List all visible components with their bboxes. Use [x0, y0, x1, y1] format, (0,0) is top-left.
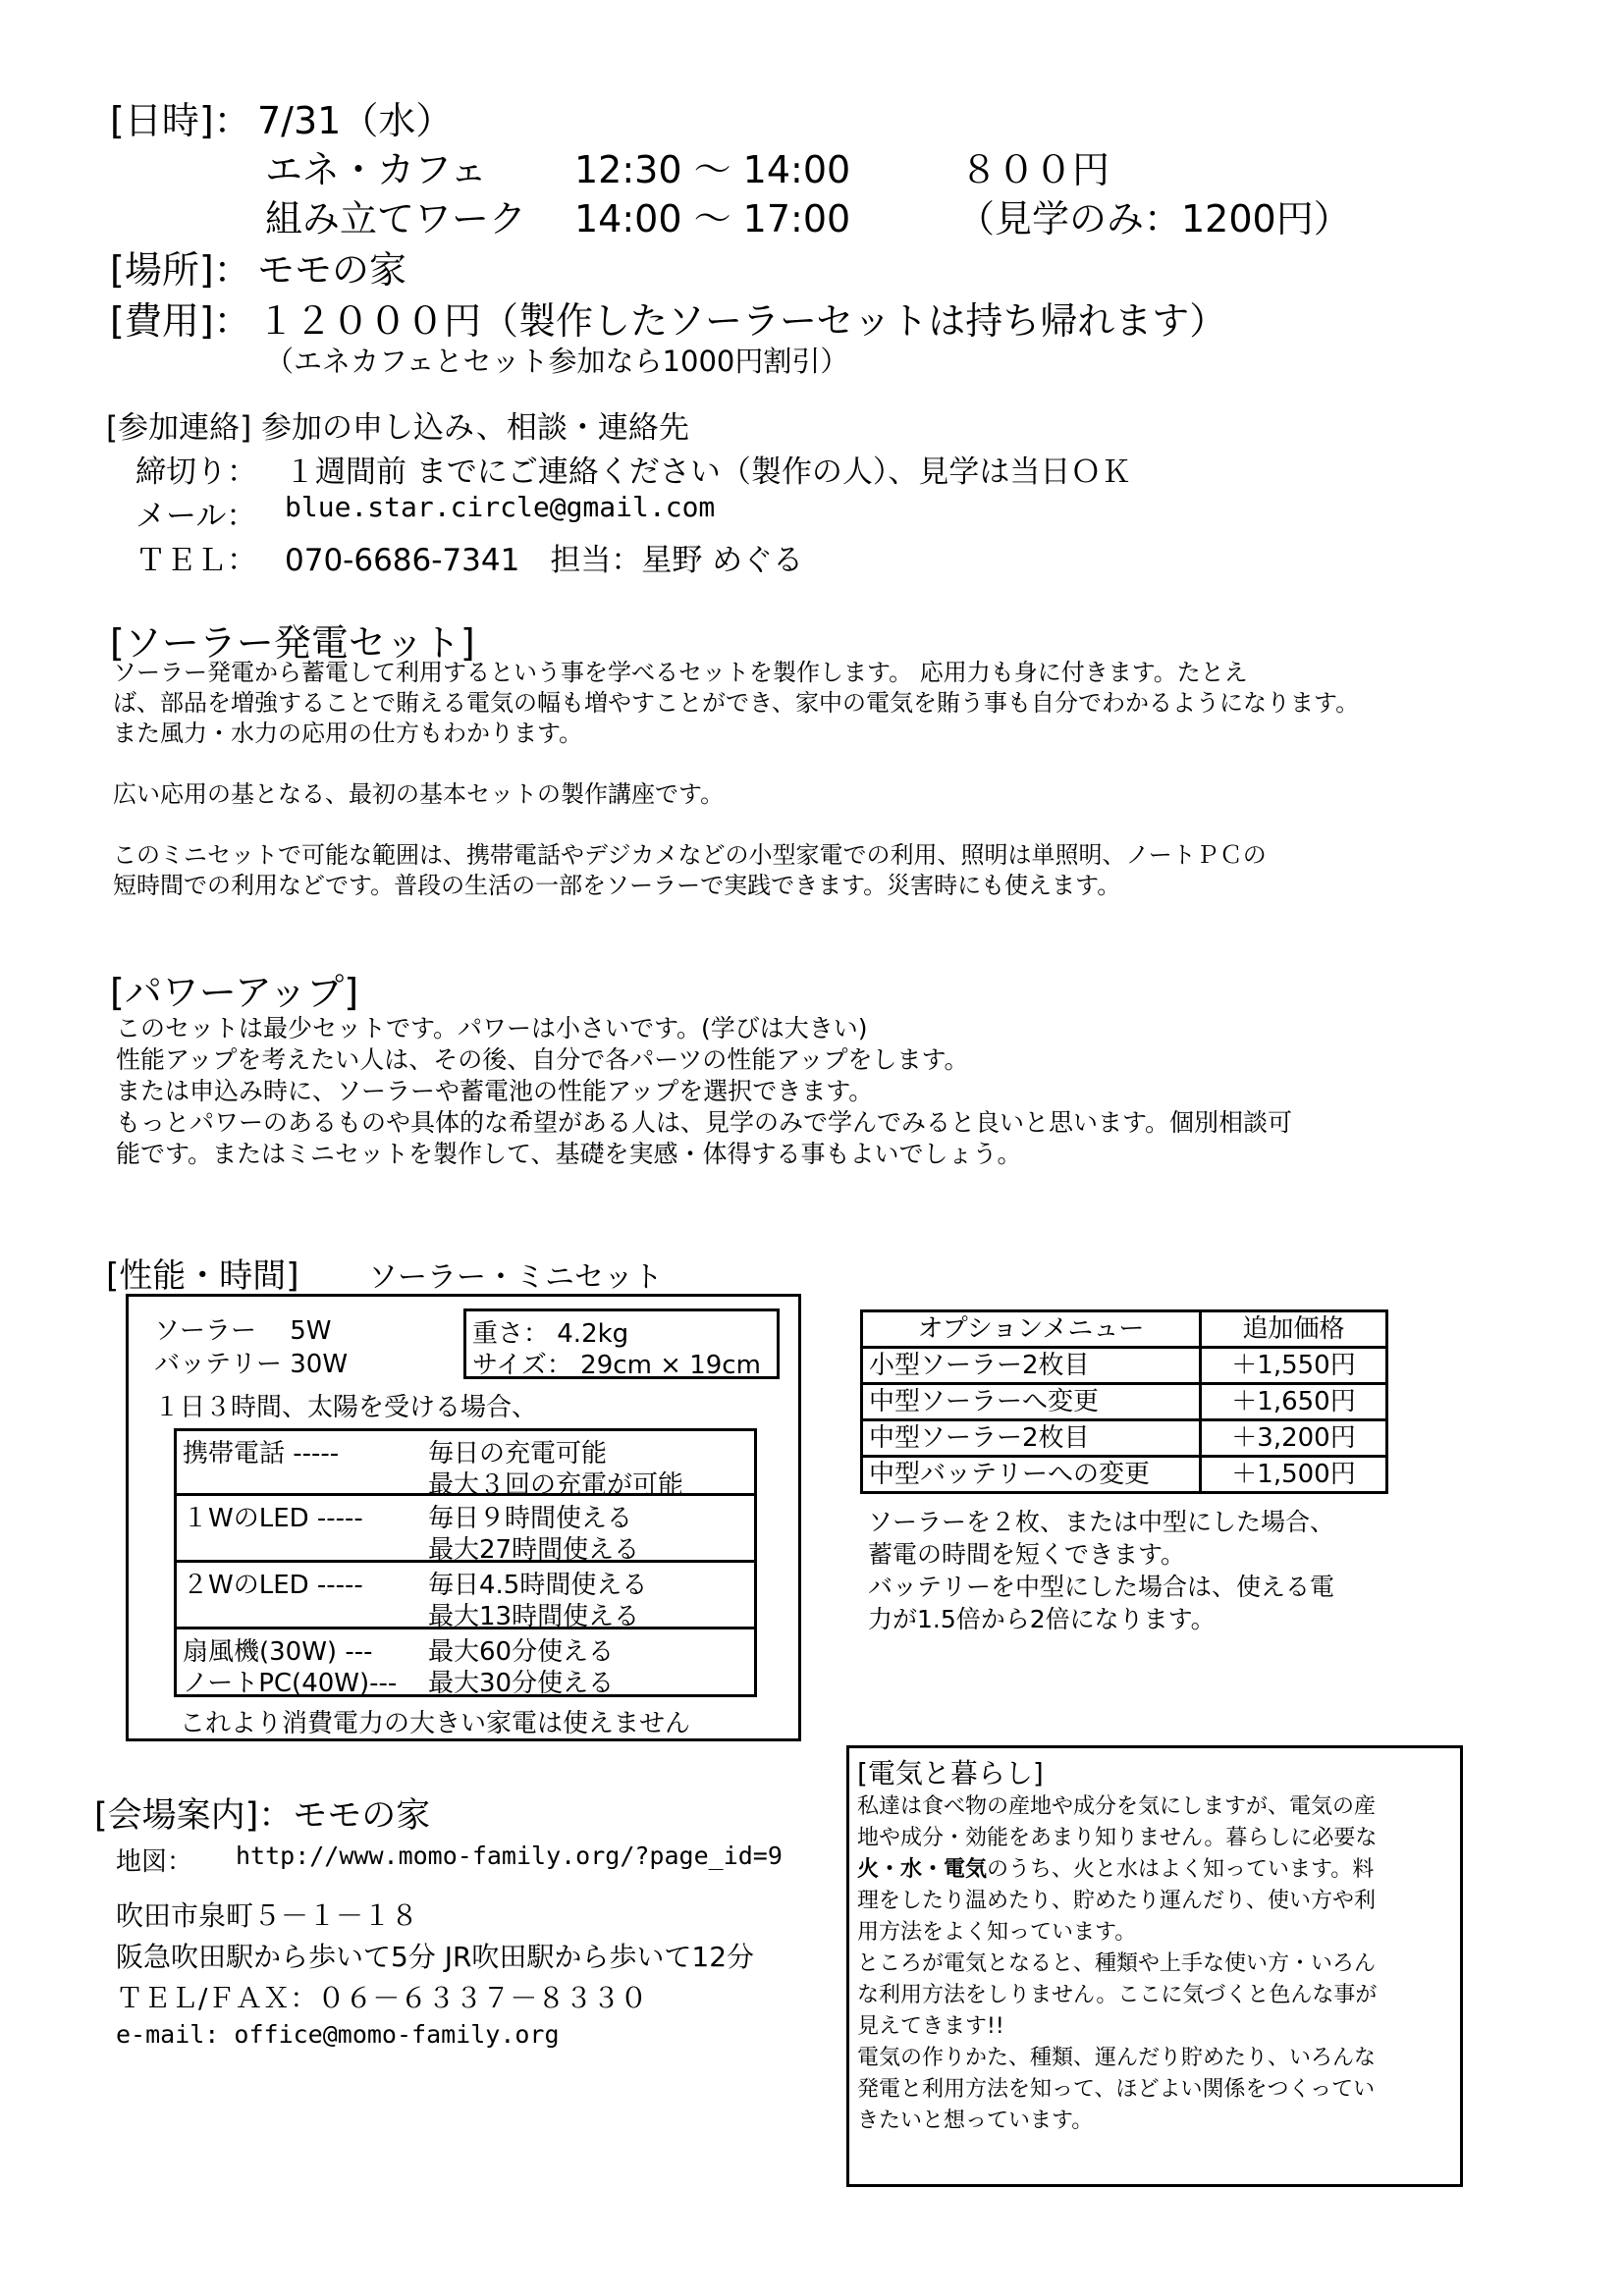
- fee-value: １２０００円（製作したソーラーセットは持ち帰れます）: [257, 299, 1227, 343]
- venue-email[interactable]: e-mail: office@momo-family.org: [116, 2020, 560, 2049]
- usage-line2: 最大13時間使える: [428, 1602, 640, 1631]
- option-price: ＋1,500円: [1201, 1457, 1387, 1493]
- options-notes: [868, 1506, 1334, 1635]
- weight-spec: 重さ： 4.2kg: [472, 1319, 629, 1349]
- life-emphasis: 火・水・電気: [857, 1857, 988, 1882]
- powerup-line: もっとパワーのあるものや具体的な希望がある人は、見学のみで学んでみると良いと思います。個別相談可: [116, 1108, 1293, 1137]
- solar-line: また風力・水力の応用の仕方もわかります。: [113, 720, 583, 747]
- usage-line2: 最大30分使える: [428, 1669, 615, 1698]
- options-note: 蓄電の時間を短くできます。: [868, 1540, 1186, 1569]
- options-row: [862, 1348, 1387, 1384]
- usage-line1: 最大60分使える: [428, 1637, 615, 1667]
- venue-heading: [会場案内]：モモの家: [94, 1796, 431, 1836]
- solar-body: [113, 658, 1359, 901]
- fee-label: [費用]：: [110, 299, 251, 343]
- options-note: バッテリーを中型にした場合は、使える電: [868, 1573, 1335, 1601]
- work-name: 組み立てワーク: [265, 197, 527, 240]
- powerup-line: このセットは最少セットです。パワーは小さいです。(学びは大きい): [116, 1014, 868, 1042]
- powerup-line: 能です。またはミニセットを製作して、基礎を実感・体得する事もよいでしょう。: [116, 1140, 1022, 1168]
- life-line: 理をしたり温めたり、貯めたり運んだり、使い方や利: [857, 1889, 1377, 1913]
- options-header-row: [862, 1311, 1387, 1348]
- options-row: [862, 1457, 1387, 1493]
- solar-line: 短時間での利用などです。普段の生活の一部をソーラーで実践できます。災害時にも使えます。: [113, 872, 1121, 899]
- powerup-body: [116, 1013, 1292, 1170]
- cafe-time: 12:30 ～ 14:00: [574, 148, 851, 191]
- life-box: [846, 1745, 1463, 2187]
- usage-table: [174, 1428, 757, 1697]
- option-name: 中型ソーラー2枚目: [862, 1420, 1201, 1457]
- mail-value[interactable]: blue.star.circle@gmail.com: [285, 491, 716, 523]
- usage-row: [177, 1629, 754, 1698]
- usage-item: １WのLED -----: [183, 1504, 363, 1533]
- life-line: 見えてきます!!: [857, 2014, 1004, 2039]
- option-price: ＋1,650円: [1201, 1384, 1387, 1420]
- date-label: [日時]：: [110, 99, 251, 142]
- solar-spec: ソーラー 5W: [154, 1316, 332, 1346]
- performance-heading: [性能・時間]: [106, 1256, 299, 1296]
- mail-label: メール：: [135, 499, 257, 534]
- life-line: な利用方法をしりません。ここに気づくと色んな事が: [857, 1983, 1378, 2007]
- venue-address: 吹田市泉町５－１－１８: [116, 1899, 419, 1932]
- solar-line: [113, 810, 1359, 840]
- life-body: [857, 1791, 1377, 2137]
- usage-line2: 最大３回の充電が可能: [428, 1470, 684, 1500]
- performance-box: [126, 1294, 801, 1741]
- options-note: 力が1.5倍から2倍になります。: [868, 1605, 1216, 1633]
- fee-note: （エネカフェとセット参加なら1000円割引）: [265, 345, 849, 378]
- usage-line1: 毎日4.5時間使える: [428, 1571, 648, 1600]
- life-line: ところが電気となると、種類や上手な使い方・いろん: [857, 1951, 1377, 1976]
- options-col1: オプションメニュー: [862, 1311, 1201, 1348]
- map-label: 地図：: [116, 1847, 193, 1877]
- solar-line: 広い応用の基となる、最初の基本セットの製作講座です。: [113, 780, 725, 808]
- options-note: ソーラーを２枚、または中型にした場合、: [868, 1508, 1335, 1536]
- usage-line1: 毎日の充電可能: [428, 1439, 608, 1468]
- usage-item: ２WのLED -----: [183, 1571, 363, 1600]
- solar-line: ば、部品を増強することで賄える電気の幅も増やすことができ、家中の電気を賄う事も自分でわかるようになります。: [113, 689, 1360, 717]
- solar-line: このミニセットで可能な範囲は、携帯電話やデジカメなどの小型家電での利用、照明は単照明、ノートＰＣの: [113, 841, 1267, 869]
- life-line: きたいと想っています。: [857, 2109, 1094, 2133]
- usage-row: [177, 1563, 754, 1629]
- usage-row: [177, 1431, 754, 1500]
- performance-footer: これより消費電力の大きい家電は使えません: [180, 1709, 691, 1738]
- usage-item: 携帯電話 -----: [183, 1439, 340, 1468]
- venue-tel: ＴＥＬ/ＦＡＸ：０６－６３３７－８３３０: [116, 1982, 648, 2014]
- battery-spec: バッテリー 30W: [154, 1350, 349, 1379]
- option-name: 中型バッテリーへの変更: [862, 1457, 1201, 1493]
- venue-access: 阪急吹田駅から歩いて5分 JR吹田駅から歩いて12分: [116, 1941, 755, 1973]
- life-line: 地や成分・効能をあまり知りません。暮らしに必要な: [857, 1826, 1378, 1850]
- performance-subheading: ソーラー・ミニセット: [368, 1260, 663, 1295]
- tel-label: ＴＥＬ：: [135, 543, 257, 578]
- cafe-name: エネ・カフェ: [265, 148, 488, 191]
- work-time: 14:00 ～ 17:00: [574, 197, 851, 240]
- powerup-heading: [パワーアップ]: [110, 971, 359, 1014]
- condition-text: １日３時間、太陽を受ける場合、: [154, 1393, 538, 1422]
- deadline-value: １週間前 までにご連絡ください（製作の人）、見学は当日ＯＫ: [285, 454, 1132, 490]
- usage-item2: ノートPC(40W)---: [183, 1669, 398, 1698]
- usage-line2: 最大27時間使える: [428, 1535, 640, 1565]
- powerup-line: 性能アップを考えたい人は、その後、自分で各パーツの性能アップをします。: [116, 1045, 969, 1074]
- place-value: モモの家: [257, 248, 407, 292]
- contact-heading: [参加連絡] 参加の申し込み、相談・連絡先: [106, 410, 689, 446]
- option-name: 小型ソーラー2枚目: [862, 1348, 1201, 1384]
- life-line: 用方法をよく知っています。: [857, 1920, 1137, 1945]
- options-table: [860, 1309, 1388, 1494]
- work-note: （見学のみ：1200円）: [957, 197, 1351, 240]
- option-name: 中型ソーラーへ変更: [862, 1384, 1201, 1420]
- cafe-price: ８００円: [960, 148, 1110, 191]
- solar-heading: [ソーラー発電セット]: [110, 621, 475, 665]
- tel-value: 070-6686-7341 担当：星野 めぐる: [285, 543, 804, 578]
- life-heading: [電気と暮らし]: [857, 1757, 1044, 1789]
- life-line-rest: のうち、火と水はよく知っています。料: [987, 1857, 1375, 1882]
- options-row: [862, 1420, 1387, 1457]
- usage-row: [177, 1496, 754, 1563]
- life-line: 私達は食べ物の産地や成分を気にしますが、電気の産: [857, 1794, 1377, 1819]
- life-line: 発電と利用方法を知って、ほどよい関係をつくってい: [857, 2077, 1376, 2102]
- place-label: [場所]：: [110, 248, 251, 292]
- solar-line: ソーラー発電から蓄電して利用するという事を学べるセットを製作します。 応用力も身に付きます。たとえ: [113, 659, 1248, 686]
- life-line: [857, 1854, 1377, 1886]
- spec-box: [463, 1308, 780, 1379]
- option-price: ＋1,550円: [1201, 1348, 1387, 1384]
- solar-line: [113, 749, 1359, 779]
- option-price: ＋3,200円: [1201, 1420, 1387, 1457]
- usage-line1: 毎日９時間使える: [428, 1504, 633, 1533]
- options-col2: 追加価格: [1201, 1311, 1387, 1348]
- size-spec: サイズ： 29cm × 19cm: [472, 1351, 761, 1380]
- map-url[interactable]: http://www.momo-family.org/?page_id=9: [236, 1842, 783, 1870]
- deadline-label: 締切り：: [135, 454, 257, 490]
- powerup-line: または申込み時に、ソーラーや蓄電池の性能アップを選択できます。: [116, 1077, 874, 1105]
- options-row: [862, 1384, 1387, 1420]
- life-line: 電気の作りかた、種類、運んだり貯めたり、いろんな: [857, 2046, 1377, 2070]
- date-value: 7/31（水）: [257, 99, 454, 142]
- usage-item: 扇風機(30W) ---: [183, 1637, 373, 1667]
